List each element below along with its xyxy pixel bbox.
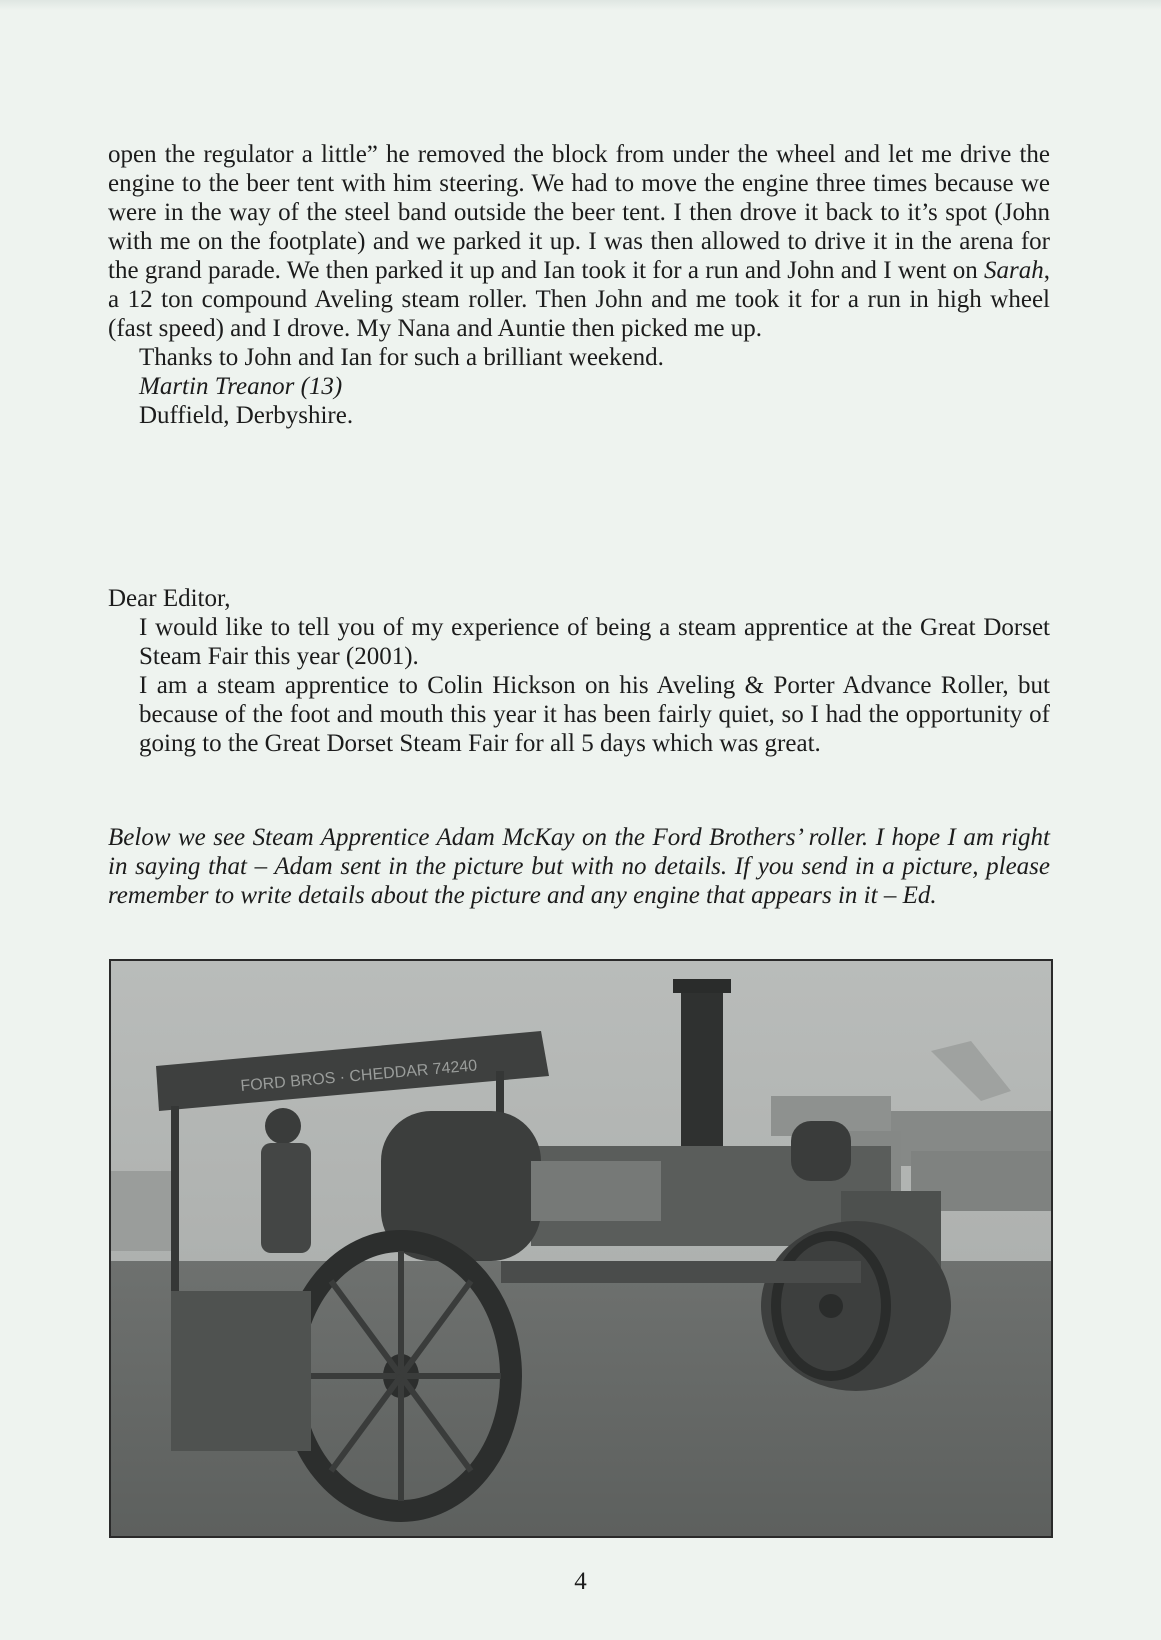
letter-martin-treanor xyxy=(108,140,1050,430)
caption-text: Below we see Steam Apprentice Adam McKay on the Ford Brothers’ roller. I hope I am right in saying that – Adam sent in the picture but with no details. If you send in a picture, please remember to write details about the picture and any engine that appears in it – Ed. xyxy=(108,824,1050,909)
chimney xyxy=(681,981,723,1171)
photo-caption xyxy=(108,823,1050,910)
letter2-paragraph-1: I would like to tell you of my experience of being a steam apprentice at the Great Dorset Steam Fair this year (2001). xyxy=(139,614,1050,670)
letter1-location: Duffield, Derbyshire. xyxy=(139,402,354,429)
frame-beam xyxy=(501,1261,861,1283)
canopy-lettering: FORD BROS · CHEDDAR 74240 xyxy=(239,1057,478,1095)
front-roller xyxy=(761,1221,951,1391)
engine-name-sarah: Sarah xyxy=(984,257,1044,284)
letter1-text-part2: , a 12 ton compound Aveling steam roller. Then John and me took it for a run in high wheel (fast speed) and I drove. My Nana and Auntie then picked me up. xyxy=(108,257,1050,342)
letter2-paragraph-2: I am a steam apprentice to Colin Hickson on his Aveling & Porter Advance Roller, but because of the foot and mouth this year it has been fairly quiet, so I had the opportunity of going to the Great Dorset Steam Fair for all 5 days which was great. xyxy=(139,672,1050,757)
page-edge xyxy=(0,0,1161,10)
tender xyxy=(171,1291,311,1451)
letter1-paragraph xyxy=(108,140,1050,343)
letter1-text-part1: open the regulator a little” he removed the block from under the wheel and let me drive the engine to the beer tent with him steering. We had to move the engine three times because we were in the way of the steel band outside the beer tent. I then drove it back to it’s spot (John with me on the footplate) and we parked it up. I was then allowed to drive it in the arena for the grand parade. We then parked it up and Ian took it for a run and John and I went on xyxy=(108,141,1050,284)
page-number: 4 xyxy=(574,1568,587,1595)
steam-roller-illustration xyxy=(111,961,1051,1536)
letter1-thanks: Thanks to John and Ian for such a brilliant weekend. xyxy=(139,344,664,371)
letter2-salutation: Dear Editor, xyxy=(108,585,231,612)
letter-steam-apprentice xyxy=(108,584,1050,758)
letter1-signature: Martin Treanor (13) xyxy=(139,373,343,400)
rear-wheel xyxy=(291,1241,511,1511)
steam-roller-photo xyxy=(109,959,1053,1538)
